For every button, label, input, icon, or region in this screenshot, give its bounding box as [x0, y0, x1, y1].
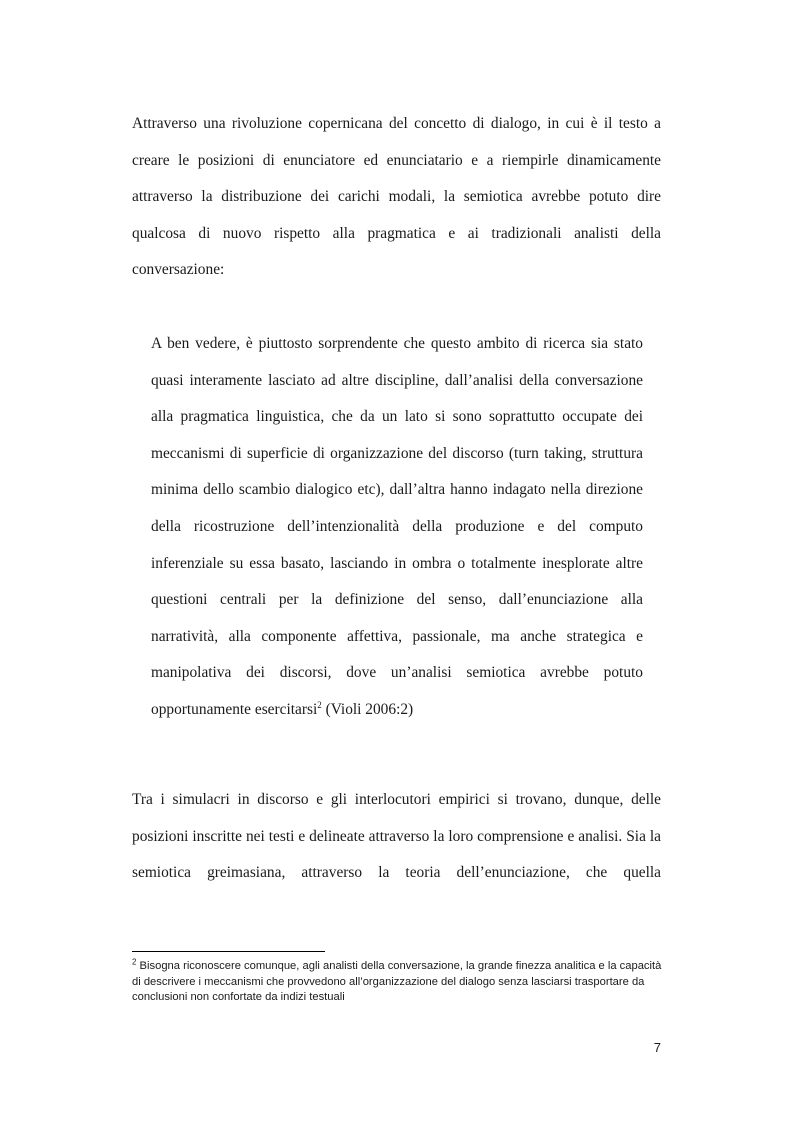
footnote-separator — [132, 951, 325, 952]
footnote — [132, 959, 664, 1006]
block-quote — [151, 326, 643, 729]
footnote-reference[interactable]: 2 — [317, 699, 322, 710]
footnote-number: 2 — [132, 957, 137, 967]
block-quote-text: A ben vedere, è piuttosto sorprendente che questo ambito di ricerca sia stato quasi interamente lasciato ad altre discipline, dall’analisi della conversazione alla pragmatica linguistica, che da un lato si sono soprattutto occupate dei meccanismi di superficie di organizzazione del discorso (turn taking, struttura minima dello scambio dialogico etc), dall’altra hanno indagato nella direzione della ricostruzione dell’intenzionalità della produzione e del computo inferenziale su essa basato, lasciando in ombra o totalmente inesplorate altre questioni centrali per la definizione del senso, dall’enunciazione alla narratività, alla componente affettiva, passionale, ma anche strategica e manipolativa dei discorsi, dove un’analisi semiotica avrebbe potuto opportunamente esercitarsi — [151, 335, 643, 718]
page-number: 7 — [653, 1040, 661, 1055]
body-paragraph-2: Tra i simulacri in discorso e gli interlocutori empirici si trovano, dunque, delle posizioni inscritte nei testi e delineate attraverso la loro comprensione e analisi. Sia la semiotica greimasiana, attraverso la teoria dell’enunciazione, che quella — [132, 791, 661, 882]
quote-citation: (Violi 2006:2) — [321, 700, 414, 718]
footnote-text: Bisogna riconoscere comunque, agli analisti della conversazione, la grande finezza analitica e la capacità di descrivere i meccanismi che provvedono all’organizzazione del dialogo senza lasciarsi trasportare da conclusioni non confortate da indizi testuali — [132, 960, 662, 1004]
body-paragraph-1: Attraverso una rivoluzione copernicana del concetto di dialogo, in cui è il testo a creare le posizioni di enunciatore ed enunciatario e a riempirle dinamicamente attraverso la distribuzione dei carichi modali, la semiotica avrebbe potuto dire qualcosa di nuovo rispetto alla pragmatica e ai tradizionali analisti della conversazione: — [132, 115, 661, 279]
